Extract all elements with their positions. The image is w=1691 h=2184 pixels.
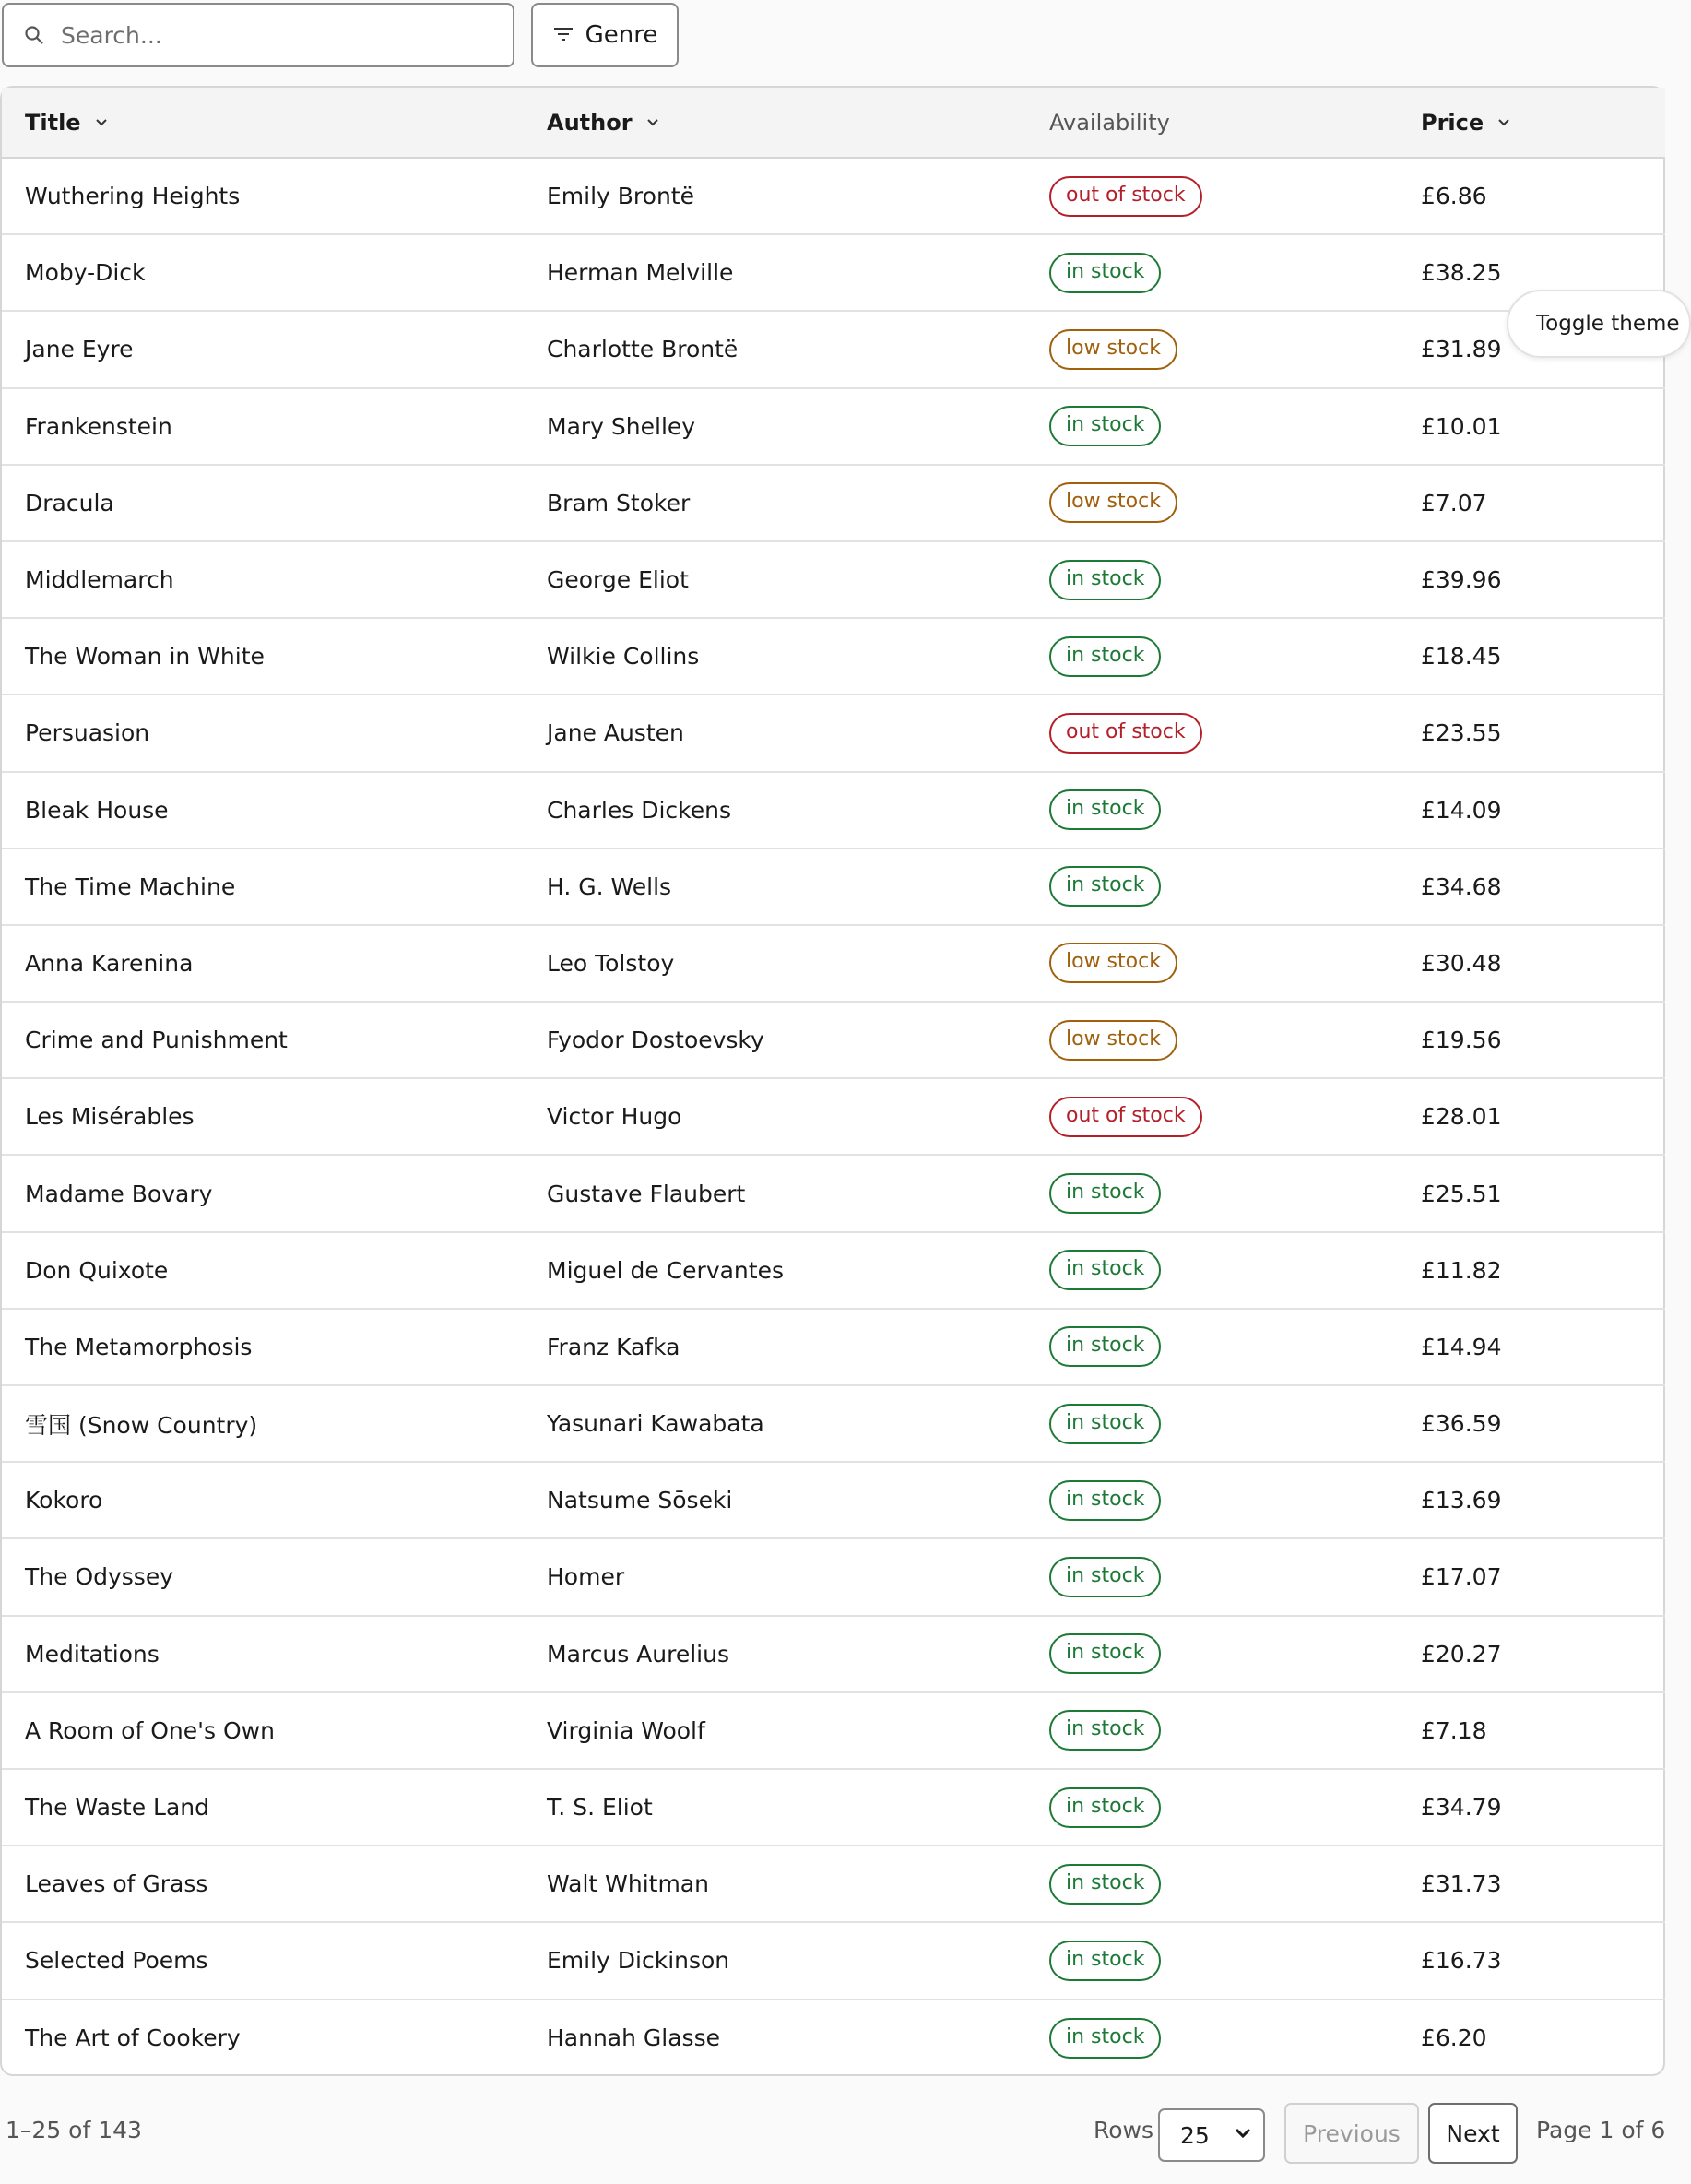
cell-availability — [1049, 1309, 1421, 1385]
table-row[interactable] — [2, 1155, 1665, 1231]
rows-per-page-label: Rows — [1094, 2117, 1154, 2143]
table-row[interactable] — [2, 925, 1665, 1002]
cell-title: 雪国 (Snow Country) — [2, 1385, 547, 1462]
cell-price: £16.73 — [1421, 1922, 1665, 1999]
cell-author: George Eliot — [547, 541, 1049, 618]
cell-author: Jane Austen — [547, 694, 1049, 771]
cell-availability — [1049, 1538, 1421, 1615]
cell-author: Walt Whitman — [547, 1846, 1049, 1922]
cell-author: Marcus Aurelius — [547, 1616, 1049, 1692]
column-header-availability — [1049, 88, 1421, 158]
cell-availability — [1049, 1155, 1421, 1231]
cell-price: £34.79 — [1421, 1769, 1665, 1846]
cell-author: Charles Dickens — [547, 772, 1049, 849]
cell-price: £17.07 — [1421, 1538, 1665, 1615]
cell-author: Emily Brontë — [547, 158, 1049, 234]
chevron-down-icon — [645, 118, 660, 127]
cell-price: £7.07 — [1421, 465, 1665, 541]
search-box[interactable] — [2, 3, 514, 67]
availability-badge: in stock — [1049, 1480, 1161, 1521]
cell-price: £28.01 — [1421, 1078, 1665, 1155]
column-header-author[interactable] — [547, 88, 1049, 158]
table-row[interactable] — [2, 618, 1665, 694]
cell-author: Hannah Glasse — [547, 2024, 720, 2052]
cell-author: Bram Stoker — [547, 465, 1049, 541]
cell-availability — [1049, 1462, 1421, 1538]
table-row[interactable] — [2, 772, 1665, 849]
chevron-down-icon — [1496, 118, 1511, 127]
genre-filter-button[interactable] — [531, 3, 679, 67]
cell-price: £19.56 — [1421, 1002, 1665, 1078]
table-row[interactable] — [2, 1385, 1665, 1462]
cell-title: Anna Karenina — [2, 925, 547, 1002]
cell-availability — [1049, 2000, 1421, 2076]
toggle-theme-label: Toggle theme — [1536, 312, 1680, 336]
cell-title: Persuasion — [2, 694, 547, 771]
cell-author: Leo Tolstoy — [547, 925, 1049, 1002]
previous-page-button[interactable] — [1284, 2103, 1419, 2164]
table-row[interactable] — [2, 1232, 1665, 1309]
cell-availability — [1049, 1232, 1421, 1309]
pagination-bar — [0, 2092, 1666, 2175]
cell-price: £14.94 — [1421, 1309, 1665, 1385]
availability-badge: in stock — [1049, 2018, 1161, 2059]
availability-badge: low stock — [1049, 329, 1177, 370]
table-row[interactable] — [2, 1002, 1665, 1078]
cell-author: Herman Melville — [547, 234, 1049, 311]
cell-availability — [1049, 158, 1421, 234]
availability-badge: in stock — [1049, 560, 1161, 600]
page-indicator: Page 1 of 6 — [1536, 2117, 1666, 2143]
cell-title: Don Quixote — [2, 1232, 547, 1309]
cell-title: Madame Bovary — [2, 1155, 547, 1231]
column-header-title[interactable] — [2, 88, 547, 158]
cell-title: Dracula — [2, 465, 547, 541]
availability-badge: in stock — [1049, 1250, 1161, 1290]
previous-page-label: Previous — [1303, 2119, 1401, 2147]
cell-title: Wuthering Heights — [2, 158, 547, 234]
cell-availability — [1049, 311, 1421, 387]
cell-title: The Odyssey — [2, 1538, 547, 1615]
table-row[interactable] — [2, 1462, 1665, 1538]
cell-price: £23.55 — [1421, 694, 1665, 771]
table-row[interactable] — [2, 1538, 1665, 1615]
availability-badge: in stock — [1049, 866, 1161, 907]
cell-availability — [1049, 234, 1421, 311]
availability-badge: in stock — [1049, 1633, 1161, 1674]
next-page-button[interactable] — [1428, 2103, 1518, 2164]
cell-availability — [1049, 1078, 1421, 1155]
cell-title: A Room of One's Own — [2, 1692, 547, 1769]
column-header-price[interactable] — [1421, 88, 1665, 158]
cell-price: £31.73 — [1421, 1846, 1665, 1922]
table-row[interactable] — [2, 2000, 1665, 2076]
cell-availability — [1049, 694, 1421, 771]
cell-availability — [1049, 1769, 1421, 1846]
cell-availability — [1049, 1922, 1421, 1999]
cell-price: £14.09 — [1421, 772, 1665, 849]
table-row[interactable] — [2, 388, 1665, 465]
cell-price: £31.89 — [1421, 311, 1665, 387]
cell-author: H. G. Wells — [547, 849, 1049, 925]
table-row[interactable] — [2, 694, 1665, 771]
chevron-down-icon — [94, 118, 109, 127]
cell-title: Jane Eyre — [2, 311, 547, 387]
availability-badge: low stock — [1049, 482, 1177, 523]
table-row[interactable] — [2, 1078, 1665, 1155]
table-row[interactable] — [2, 1616, 1665, 1692]
cell-price: £10.01 — [1421, 388, 1665, 465]
cell-author: Miguel de Cervantes — [547, 1232, 1049, 1309]
cell-author: Homer — [547, 1538, 1049, 1615]
cell-title: The Metamorphosis — [2, 1309, 547, 1385]
table-row[interactable] — [2, 849, 1665, 925]
cell-availability — [1049, 1616, 1421, 1692]
cell-availability — [1049, 388, 1421, 465]
availability-badge: in stock — [1049, 1787, 1161, 1828]
table-row[interactable] — [2, 311, 1665, 387]
cell-title: Frankenstein — [2, 388, 547, 465]
cell-author: Emily Dickinson — [547, 1922, 1049, 1999]
cell-price: £25.51 — [1421, 1155, 1665, 1231]
cell-price: £6.86 — [1421, 158, 1665, 234]
table-body — [2, 158, 1665, 2076]
column-header-availability-label: Availability — [1049, 109, 1170, 136]
table-row[interactable] — [2, 1769, 1665, 1846]
books-table-container — [0, 86, 1665, 2076]
cell-title: Bleak House — [2, 772, 547, 849]
search-icon — [20, 21, 48, 49]
availability-badge: in stock — [1049, 789, 1161, 830]
table-row[interactable] — [2, 1846, 1665, 1922]
cell-price: £13.69 — [1421, 1462, 1665, 1538]
table-row[interactable] — [2, 465, 1665, 541]
table-row[interactable] — [2, 1922, 1665, 1999]
cell-title: Meditations — [2, 1616, 547, 1692]
cell-price: £11.82 — [1421, 1232, 1665, 1309]
column-header-price-label: Price — [1421, 109, 1484, 136]
availability-badge: in stock — [1049, 1941, 1161, 1981]
table-row[interactable] — [2, 158, 1665, 234]
cell-title: Middlemarch — [2, 541, 547, 618]
availability-badge: low stock — [1049, 1020, 1177, 1061]
cell-author: Charlotte Brontë — [547, 311, 1049, 387]
cell-availability — [1049, 772, 1421, 849]
availability-badge: in stock — [1049, 1864, 1161, 1905]
search-input[interactable] — [61, 22, 494, 49]
cell-availability — [1049, 925, 1421, 1002]
cell-title: The Waste Land — [2, 1769, 547, 1846]
genre-filter-label: Genre — [585, 21, 658, 49]
availability-badge: in stock — [1049, 1404, 1161, 1444]
cell-availability — [1049, 849, 1421, 925]
cell-price: £38.25 — [1421, 234, 1665, 311]
cell-price: £6.20 — [1421, 2024, 1487, 2052]
books-table — [2, 88, 1665, 2076]
cell-availability — [1049, 541, 1421, 618]
cell-author: Natsume Sōseki — [547, 1462, 1049, 1538]
next-page-label: Next — [1446, 2119, 1500, 2147]
cell-price: £36.59 — [1421, 1385, 1665, 1462]
table-row[interactable] — [2, 234, 1665, 311]
cell-title: The Woman in White — [2, 618, 547, 694]
cell-author: Victor Hugo — [547, 1078, 1049, 1155]
availability-badge: out of stock — [1049, 176, 1202, 217]
cell-availability — [1049, 1385, 1421, 1462]
cell-author: Mary Shelley — [547, 388, 1049, 465]
availability-badge: in stock — [1049, 406, 1161, 446]
availability-badge: in stock — [1049, 1173, 1161, 1214]
table-row[interactable] — [2, 1692, 1665, 1769]
availability-badge: in stock — [1049, 1326, 1161, 1367]
pagination-range-text: 1–25 of 143 — [6, 2117, 142, 2143]
table-header-row — [2, 88, 1665, 158]
cell-title: The Time Machine — [2, 849, 547, 925]
cell-title: Crime and Punishment — [2, 1002, 547, 1078]
cell-title: Leaves of Grass — [2, 1846, 547, 1922]
cell-title: Kokoro — [2, 1462, 547, 1538]
chevron-down-icon — [1234, 2127, 1252, 2140]
availability-badge: low stock — [1049, 943, 1177, 983]
availability-badge: in stock — [1049, 1710, 1161, 1751]
cell-availability — [1049, 1002, 1421, 1078]
availability-badge: out of stock — [1049, 713, 1202, 754]
cell-author: Fyodor Dostoevsky — [547, 1002, 1049, 1078]
cell-author: Wilkie Collins — [547, 618, 1049, 694]
cell-price: £34.68 — [1421, 849, 1665, 925]
column-header-author-label: Author — [547, 109, 633, 136]
cell-price: £39.96 — [1421, 541, 1665, 618]
toggle-theme-button[interactable] — [1507, 290, 1691, 358]
table-row[interactable] — [2, 541, 1665, 618]
cell-title: Moby-Dick — [2, 234, 547, 311]
cell-author: Franz Kafka — [547, 1309, 1049, 1385]
rows-per-page-value: 25 — [1180, 2121, 1210, 2149]
cell-author: Gustave Flaubert — [547, 1155, 1049, 1231]
availability-badge: in stock — [1049, 636, 1161, 677]
column-header-title-label: Title — [25, 109, 81, 136]
cell-availability — [1049, 618, 1421, 694]
cell-price: £30.48 — [1421, 925, 1665, 1002]
cell-price: £20.27 — [1421, 1616, 1665, 1692]
cell-availability — [1049, 465, 1421, 541]
cell-title: Selected Poems — [2, 1922, 547, 1999]
cell-author: Virginia Woolf — [547, 1692, 1049, 1769]
cell-price: £7.18 — [1421, 1692, 1665, 1769]
cell-author: T. S. Eliot — [547, 1769, 1049, 1846]
availability-badge: in stock — [1049, 1557, 1161, 1597]
cell-author: Yasunari Kawabata — [547, 1385, 1049, 1462]
availability-badge: in stock — [1049, 253, 1161, 293]
filter-icon — [552, 26, 574, 44]
cell-availability — [1049, 1846, 1421, 1922]
cell-price: £18.45 — [1421, 618, 1665, 694]
table-row[interactable] — [2, 1309, 1665, 1385]
cell-title: Les Misérables — [2, 1078, 547, 1155]
cell-title: The Art of Cookery — [25, 2024, 241, 2052]
cell-availability — [1049, 1692, 1421, 1769]
availability-badge: out of stock — [1049, 1097, 1202, 1137]
toolbar — [0, 0, 1663, 74]
rows-per-page-select[interactable] — [1158, 2108, 1265, 2162]
